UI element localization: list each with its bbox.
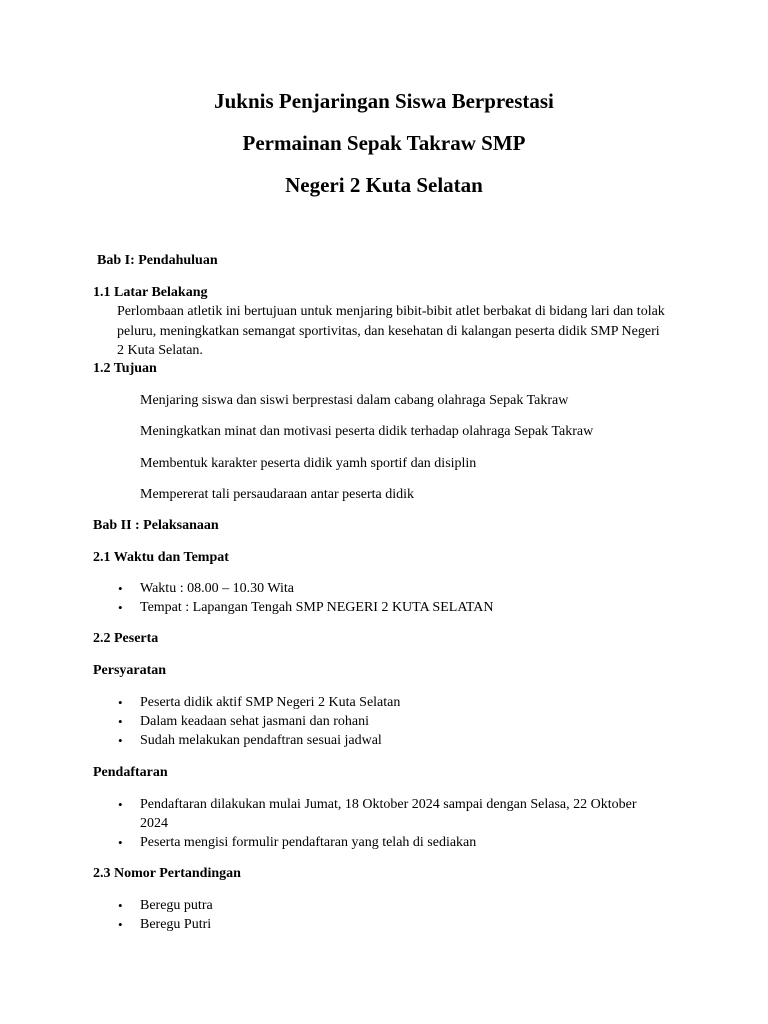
list-item-text: Sudah melakukan pendaftran sesuai jadwal (140, 733, 382, 748)
list-item-text: Waktu : 08.00 – 10.30 Wita (140, 581, 294, 596)
tujuan-item: Mempererat tali persaudaraan antar peserta didik (140, 487, 415, 502)
section-2-2-heading: 2.2 Peserta (93, 631, 159, 646)
bullet-icon: • (118, 714, 123, 729)
pendaftaran-heading: Pendaftaran (93, 765, 168, 780)
bullet-icon: • (118, 835, 123, 850)
list-item (118, 712, 680, 731)
section-1-2-heading: 1.2 Tujuan (93, 361, 157, 376)
list-item-text: Dalam keadaan sehat jasmani dan rohani (140, 714, 369, 729)
bullet-icon: • (118, 917, 123, 932)
list-item-text: Beregu Putri (140, 917, 212, 932)
waktu-tempat-list (118, 579, 680, 617)
document-title-line-1: Juknis Penjaringan Siswa Berprestasi (214, 89, 554, 113)
list-item (118, 731, 680, 750)
persyaratan-heading: Persyaratan (93, 663, 167, 678)
section-1-1-heading: 1.1 Latar Belakang (93, 285, 208, 300)
bullet-icon: • (118, 797, 123, 812)
bullet-icon: • (118, 695, 123, 710)
bullet-icon: • (118, 733, 123, 748)
persyaratan-list (118, 693, 680, 750)
tujuan-item: Meningkatkan minat dan motivasi peserta didik terhadap olahraga Sepak Takraw (140, 424, 594, 439)
section-2-3-heading: 2.3 Nomor Pertandingan (93, 866, 241, 881)
list-item-text: Pendaftaran dilakukan mulai Jumat, 18 Oktober 2024 sampai dengan Selasa, 22 Oktober 2024 (140, 797, 637, 831)
nomor-pertandingan-list (118, 896, 680, 934)
list-item (118, 579, 680, 598)
list-item-text: Tempat : Lapangan Tengah SMP NEGERI 2 KUTA SELATAN (140, 600, 494, 615)
bullet-icon: • (118, 898, 123, 913)
bullet-icon: • (118, 600, 123, 615)
bab2-heading: Bab II : Pelaksanaan (93, 518, 219, 533)
list-item (118, 915, 680, 934)
pendaftaran-list (118, 795, 680, 852)
document-title-line-3: Negeri 2 Kuta Selatan (285, 173, 483, 197)
list-item (118, 693, 680, 712)
list-item-text: Peserta mengisi formulir pendaftaran yang telah di sediakan (140, 835, 477, 850)
bab1-heading: Bab I: Pendahuluan (97, 253, 218, 268)
section-1-1-paragraph: Perlombaan atletik ini bertujuan untuk menjaring bibit-bibit atlet berbakat di bidang lari dan tolak peluru, meningkatkan semangat sportivitas, dan kesehatan di kalangan peserta didik SMP Negeri 2 Kuta Selatan. (117, 304, 665, 358)
section-2-1-heading: 2.1 Waktu dan Tempat (93, 550, 229, 565)
list-item-text: Peserta didik aktif SMP Negeri 2 Kuta Selatan (140, 695, 401, 710)
list-item (118, 598, 680, 617)
list-item (118, 795, 652, 833)
list-item (118, 896, 680, 915)
document-title-line-2: Permainan Sepak Takraw SMP (242, 131, 526, 155)
tujuan-item: Menjaring siswa dan siswi berprestasi dalam cabang olahraga Sepak Takraw (140, 393, 569, 408)
list-item-text: Beregu putra (140, 898, 213, 913)
bullet-icon: • (118, 581, 123, 596)
list-item (118, 833, 680, 852)
tujuan-item: Membentuk karakter peserta didik yamh sportif dan disiplin (140, 456, 477, 471)
